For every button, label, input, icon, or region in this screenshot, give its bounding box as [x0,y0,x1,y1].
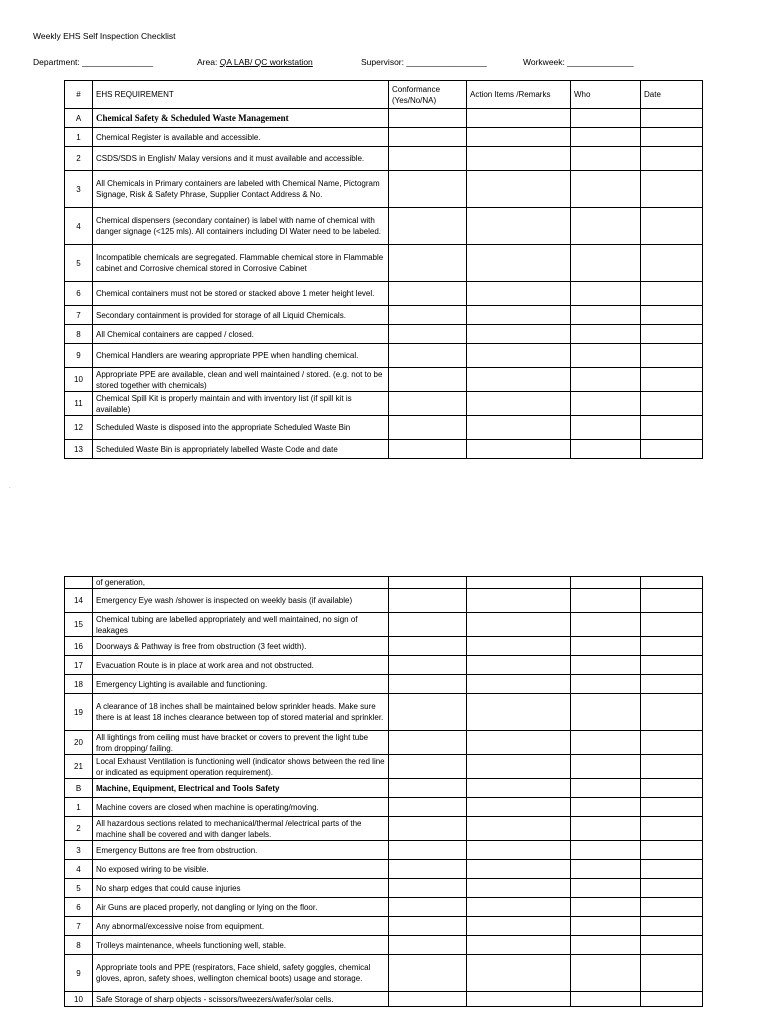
requirement-text: Air Guns are placed properly, not dangling or lying on the floor. [93,898,389,917]
action-cell[interactable] [467,955,571,992]
conformance-cell[interactable] [389,879,467,898]
action-cell[interactable] [467,817,571,841]
conformance-cell[interactable] [389,109,467,128]
conformance-cell[interactable] [389,798,467,817]
conformance-cell[interactable] [389,637,467,656]
conformance-cell[interactable] [389,589,467,613]
who-cell[interactable] [571,779,641,798]
workweek-label: Workweek: [523,57,565,67]
date-cell[interactable] [641,955,703,992]
area-field [197,57,313,67]
action-cell[interactable] [467,917,571,936]
item-number: 4 [65,860,93,879]
checklist-row [65,898,703,917]
who-cell[interactable] [571,128,641,147]
conformance-cell[interactable] [389,577,467,589]
requirement-text: Scheduled Waste is disposed into the appropriate Scheduled Waste Bin [93,416,389,440]
date-cell[interactable] [641,860,703,879]
who-cell[interactable] [571,817,641,841]
action-cell[interactable] [467,992,571,1007]
checklist-row [65,282,703,306]
conformance-cell[interactable] [389,613,467,637]
action-cell[interactable] [467,613,571,637]
requirement-text: Emergency Eye wash /shower is inspected on weekly basis (if available) [93,589,389,613]
date-cell[interactable] [641,440,703,459]
who-cell[interactable] [571,613,641,637]
conformance-cell[interactable] [389,147,467,171]
checklist-row [65,589,703,613]
requirement-text: Trolleys maintenance, wheels functioning well, stable. [93,936,389,955]
item-number [65,577,93,589]
requirement-text: Evacuation Route is in place at work area and not obstructed. [93,656,389,675]
date-cell[interactable] [641,613,703,637]
date-cell[interactable] [641,917,703,936]
item-number: 4 [65,208,93,245]
date-cell[interactable] [641,128,703,147]
who-cell[interactable] [571,325,641,344]
date-cell[interactable] [641,344,703,368]
conformance-cell[interactable] [389,656,467,675]
item-number: 14 [65,589,93,613]
conformance-cell[interactable] [389,675,467,694]
item-number: 17 [65,656,93,675]
who-cell[interactable] [571,675,641,694]
action-cell[interactable] [467,109,571,128]
action-cell[interactable] [467,147,571,171]
action-cell[interactable] [467,245,571,282]
supervisor-field[interactable] [361,57,487,67]
action-cell[interactable] [467,325,571,344]
item-number: 9 [65,344,93,368]
date-cell[interactable] [641,779,703,798]
conformance-cell[interactable] [389,860,467,879]
action-cell[interactable] [467,860,571,879]
checklist-row [65,245,703,282]
requirement-text: Doorways & Pathway is free from obstruction (3 feet width). [93,637,389,656]
who-cell[interactable] [571,917,641,936]
requirement-text: Safe Storage of sharp objects - scissors/tweezers/wafer/solar cells. [93,992,389,1007]
who-cell[interactable] [571,731,641,755]
section-heading: Chemical Safety & Scheduled Waste Management [93,109,389,128]
checklist-row [65,675,703,694]
date-cell[interactable] [641,637,703,656]
checklist-row [65,656,703,675]
who-cell[interactable] [571,208,641,245]
who-cell[interactable] [571,694,641,731]
action-cell[interactable] [467,344,571,368]
action-cell[interactable] [467,755,571,779]
date-cell[interactable] [641,368,703,392]
conformance-cell[interactable] [389,325,467,344]
item-number: 8 [65,936,93,955]
checklist-row [65,306,703,325]
supervisor-label: Supervisor: [361,57,404,67]
item-number: 5 [65,245,93,282]
who-cell[interactable] [571,955,641,992]
date-cell[interactable] [641,879,703,898]
conformance-cell[interactable] [389,898,467,917]
item-number: 6 [65,282,93,306]
conformance-cell[interactable] [389,128,467,147]
checklist-row [65,755,703,779]
item-number: 11 [65,392,93,416]
item-number: 18 [65,675,93,694]
conformance-cell[interactable] [389,306,467,325]
checklist-row [65,128,703,147]
requirement-text: No sharp edges that could cause injuries [93,879,389,898]
date-cell[interactable] [641,109,703,128]
conformance-cell[interactable] [389,245,467,282]
item-number: 3 [65,841,93,860]
action-cell[interactable] [467,656,571,675]
conformance-cell[interactable] [389,392,467,416]
checklist-table-part1 [64,80,703,459]
action-cell[interactable] [467,898,571,917]
checklist-row [65,917,703,936]
who-cell[interactable] [571,637,641,656]
conformance-cell[interactable] [389,936,467,955]
action-cell[interactable] [467,392,571,416]
requirement-text: Appropriate PPE are available, clean and well maintained / stored. (e.g. not to be stored together with chemicals) [93,368,389,392]
action-cell[interactable] [467,879,571,898]
checklist-row [65,613,703,637]
who-cell[interactable] [571,656,641,675]
item-number: 6 [65,898,93,917]
date-cell[interactable] [641,755,703,779]
action-cell[interactable] [467,208,571,245]
who-cell[interactable] [571,898,641,917]
item-number: 12 [65,416,93,440]
conformance-cell[interactable] [389,731,467,755]
requirement-text: of generation, [93,577,389,589]
margin-mark: . [9,484,11,490]
checklist-row [65,208,703,245]
item-number: A [65,109,93,128]
conformance-cell[interactable] [389,208,467,245]
item-number: 21 [65,755,93,779]
requirement-text: CSDS/SDS in English/ Malay versions and it must available and accessible. [93,147,389,171]
checklist-row [65,392,703,416]
checklist-row [65,992,703,1007]
checklist-row [65,577,703,589]
header-requirement: EHS REQUIREMENT [93,81,389,109]
header-num: # [65,81,93,109]
who-cell[interactable] [571,992,641,1007]
who-cell[interactable] [571,936,641,955]
item-number: 7 [65,306,93,325]
requirement-text: All hazardous sections related to mechanical/thermal /electrical parts of the machine shall be covered and with danger labels. [93,817,389,841]
who-cell[interactable] [571,282,641,306]
item-number: B [65,779,93,798]
requirement-text: All lightings from ceiling must have bracket or covers to prevent the light tube from dropping/ failing. [93,731,389,755]
date-cell[interactable] [641,817,703,841]
checklist-row [65,325,703,344]
section-heading: Machine, Equipment, Electrical and Tools Safety [93,779,389,798]
who-cell[interactable] [571,368,641,392]
header-action: Action Items /Remarks [467,81,571,109]
requirement-text: Chemical dispensers (secondary container) is label with name of chemical with danger signage (<125 mls). All containers including DI Water need to be labeled. [93,208,389,245]
item-number: 10 [65,992,93,1007]
header-date: Date [641,81,703,109]
date-cell[interactable] [641,675,703,694]
document-title: Weekly EHS Self Inspection Checklist [33,31,176,41]
checklist-row [65,147,703,171]
who-cell[interactable] [571,392,641,416]
checklist-row [65,368,703,392]
item-number: 9 [65,955,93,992]
conformance-cell[interactable] [389,955,467,992]
checklist-row [65,171,703,208]
action-cell[interactable] [467,282,571,306]
item-number: 3 [65,171,93,208]
action-cell[interactable] [467,589,571,613]
action-cell[interactable] [467,731,571,755]
date-cell[interactable] [641,694,703,731]
who-cell[interactable] [571,589,641,613]
requirement-text: Any abnormal/excessive noise from equipment. [93,917,389,936]
date-cell[interactable] [641,936,703,955]
item-number: 2 [65,147,93,171]
conformance-cell[interactable] [389,817,467,841]
action-cell[interactable] [467,440,571,459]
who-cell[interactable] [571,879,641,898]
who-cell[interactable] [571,416,641,440]
workweek-field[interactable] [523,57,633,67]
department-value: _______________ [82,57,154,67]
requirement-text: All Chemical containers are capped / closed. [93,325,389,344]
item-number: 10 [65,368,93,392]
department-field[interactable] [33,57,153,67]
requirement-text: Chemical Register is available and accessible. [93,128,389,147]
who-cell[interactable] [571,798,641,817]
conformance-cell[interactable] [389,841,467,860]
date-cell[interactable] [641,416,703,440]
checklist-row [65,109,703,128]
date-cell[interactable] [641,992,703,1007]
conformance-cell[interactable] [389,171,467,208]
item-number: 20 [65,731,93,755]
checklist-row [65,879,703,898]
date-cell[interactable] [641,577,703,589]
checklist-row [65,637,703,656]
checklist-row [65,440,703,459]
conformance-cell[interactable] [389,992,467,1007]
who-cell[interactable] [571,147,641,171]
area-label: Area: [197,57,218,67]
conformance-cell[interactable] [389,416,467,440]
who-cell[interactable] [571,344,641,368]
requirement-text: Emergency Lighting is available and functioning. [93,675,389,694]
checklist-row [65,955,703,992]
action-cell[interactable] [467,306,571,325]
checklist-row [65,841,703,860]
checklist-row [65,798,703,817]
who-cell[interactable] [571,109,641,128]
requirement-text: Emergency Buttons are free from obstruction. [93,841,389,860]
requirement-text: No exposed wiring to be visible. [93,860,389,879]
header-who: Who [571,81,641,109]
who-cell[interactable] [571,306,641,325]
item-number: 8 [65,325,93,344]
date-cell[interactable] [641,282,703,306]
action-cell[interactable] [467,416,571,440]
checklist-row [65,779,703,798]
workweek-value: ______________ [567,57,634,67]
item-number: 1 [65,128,93,147]
conformance-cell[interactable] [389,917,467,936]
conformance-cell[interactable] [389,755,467,779]
conformance-cell[interactable] [389,282,467,306]
conformance-cell[interactable] [389,368,467,392]
item-number: 15 [65,613,93,637]
action-cell[interactable] [467,368,571,392]
date-cell[interactable] [641,245,703,282]
item-number: 13 [65,440,93,459]
action-cell[interactable] [467,675,571,694]
requirement-text: Secondary containment is provided for storage of all Liquid Chemicals. [93,306,389,325]
item-number: 19 [65,694,93,731]
header-conformance: Conformance (Yes/No/NA) [389,81,467,109]
department-label: Department: [33,57,80,67]
who-cell[interactable] [571,577,641,589]
action-cell[interactable] [467,577,571,589]
action-cell[interactable] [467,936,571,955]
date-cell[interactable] [641,208,703,245]
requirement-text: Chemical Spill Kit is properly maintain and with inventory list (if spill kit is available) [93,392,389,416]
requirement-text: A clearance of 18 inches shall be maintained below sprinkler heads. Make sure there is at least 18 inches clearance between top of stored material and sprinkler. [93,694,389,731]
action-cell[interactable] [467,779,571,798]
who-cell[interactable] [571,440,641,459]
item-number: 16 [65,637,93,656]
action-cell[interactable] [467,128,571,147]
date-cell[interactable] [641,325,703,344]
checklist-row [65,694,703,731]
item-number: 7 [65,917,93,936]
conformance-cell[interactable] [389,344,467,368]
checklist-row [65,731,703,755]
requirement-text: Machine covers are closed when machine is operating/moving. [93,798,389,817]
date-cell[interactable] [641,147,703,171]
table-header-row [65,81,703,109]
requirement-text: Chemical Handlers are wearing appropriate PPE when handling chemical. [93,344,389,368]
conformance-cell[interactable] [389,440,467,459]
requirement-text: Incompatible chemicals are segregated. Flammable chemical store in Flammable cabinet and Corrosive chemical stored in Corrosive Cabinet [93,245,389,282]
conformance-cell[interactable] [389,694,467,731]
checklist-row [65,817,703,841]
action-cell[interactable] [467,694,571,731]
date-cell[interactable] [641,731,703,755]
action-cell[interactable] [467,798,571,817]
requirement-text: Chemical containers must not be stored or stacked above 1 meter height level. [93,282,389,306]
item-number: 1 [65,798,93,817]
item-number: 5 [65,879,93,898]
item-number: 2 [65,817,93,841]
checklist-row [65,416,703,440]
action-cell[interactable] [467,171,571,208]
date-cell[interactable] [641,841,703,860]
requirement-text: Scheduled Waste Bin is appropriately labelled Waste Code and date [93,440,389,459]
checklist-row [65,344,703,368]
requirement-text: Local Exhaust Ventilation is functioning well (indicator shows between the red line or indicated as equipment operation requirement). [93,755,389,779]
date-cell[interactable] [641,798,703,817]
date-cell[interactable] [641,306,703,325]
action-cell[interactable] [467,841,571,860]
date-cell[interactable] [641,898,703,917]
date-cell[interactable] [641,589,703,613]
action-cell[interactable] [467,637,571,656]
requirement-text: All Chemicals in Primary containers are labeled with Chemical Name, Pictogram Signage, Risk & Safety Phrase, Supplier Contact Address & No. [93,171,389,208]
area-value: QA LAB/ QC workstation [219,57,313,67]
who-cell[interactable] [571,171,641,208]
checklist-row [65,936,703,955]
checklist-table-part2 [64,576,703,1007]
supervisor-value: _________________ [406,57,487,67]
date-cell[interactable] [641,392,703,416]
date-cell[interactable] [641,656,703,675]
who-cell[interactable] [571,841,641,860]
date-cell[interactable] [641,171,703,208]
who-cell[interactable] [571,860,641,879]
conformance-cell[interactable] [389,779,467,798]
requirement-text: Appropriate tools and PPE (respirators, Face shield, safety goggles, chemical gloves, apron, safety shoes, wellington chemical boots) usage and storage. [93,955,389,992]
who-cell[interactable] [571,755,641,779]
checklist-row [65,860,703,879]
who-cell[interactable] [571,245,641,282]
requirement-text: Chemical tubing are labelled appropriately and well maintained, no sign of leakages [93,613,389,637]
